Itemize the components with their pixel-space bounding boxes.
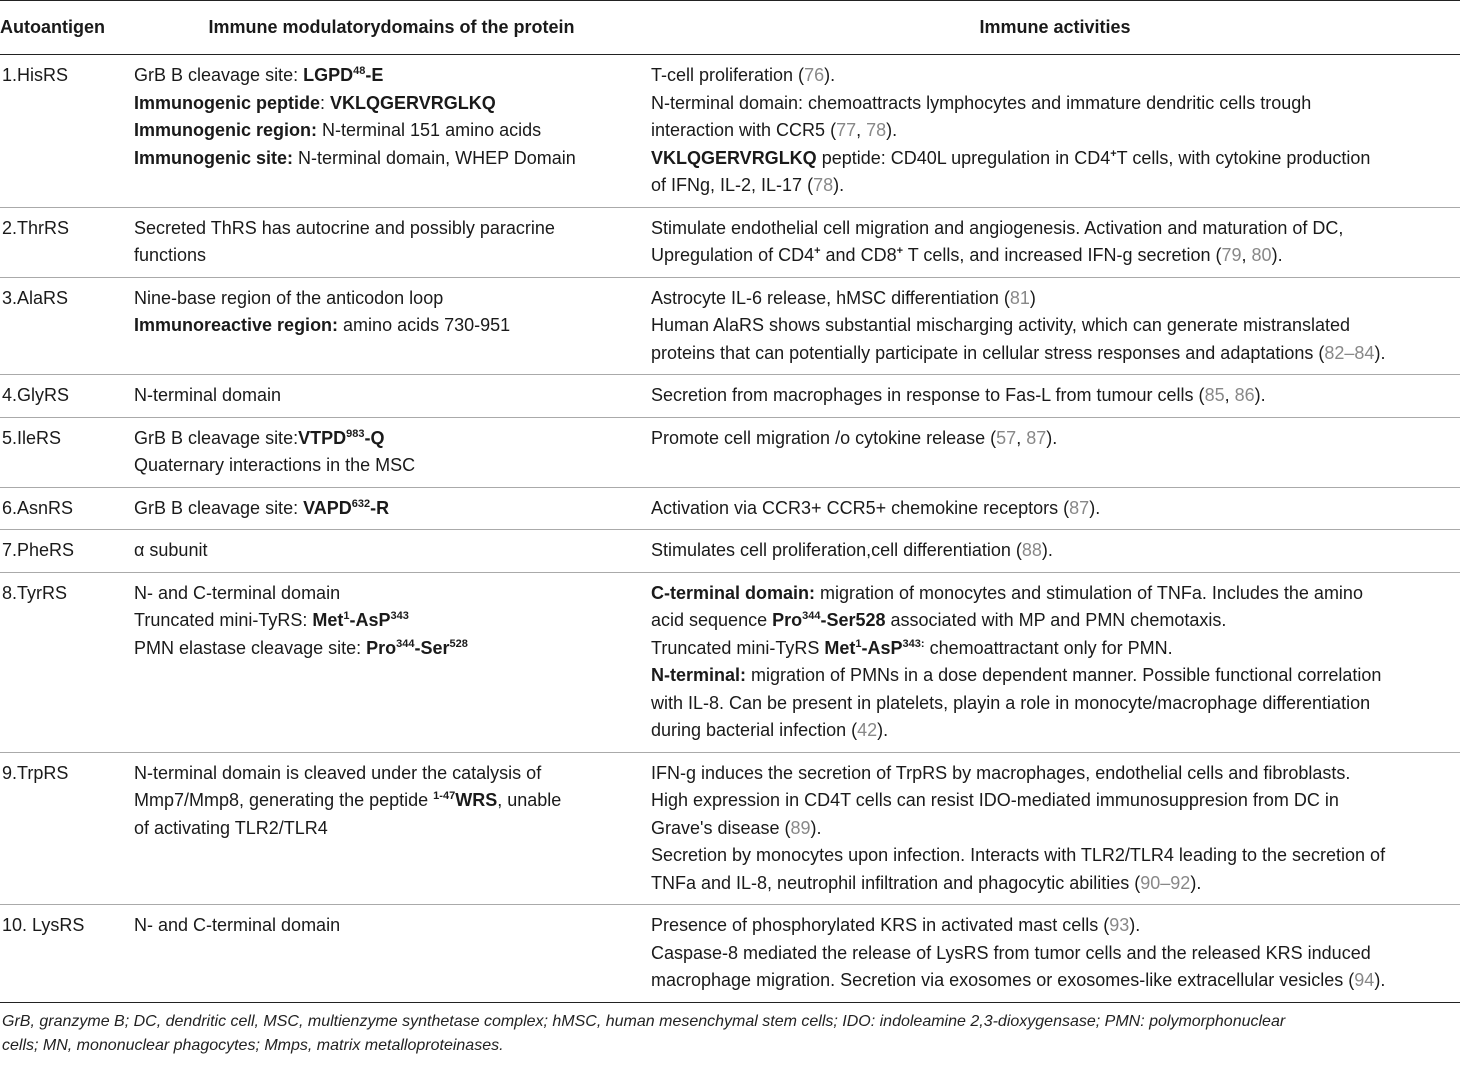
table-row xyxy=(0,55,1460,208)
reference-link[interactable]: 89 xyxy=(790,817,811,838)
autoantigen-name: 6.AsnRS xyxy=(0,487,133,530)
reference-link[interactable]: 88 xyxy=(1021,540,1042,560)
table-row xyxy=(0,487,1460,530)
header-autoantigen: Autoantigen xyxy=(0,1,133,55)
activity-cell: IFN-g induces the secretion of TrpRS by macrophages, endothelial cells and fibroblasts. High expression in CD4T cells can resist IDO-mediated immunosuppresion from DC in Grave's disease (89). Secretion by monocytes upon infection. Interacts with TLR2/TLR4 leading to the secretion of TNFa and IL-8, neutrophil infiltration and phagocytic abilities (90–92). xyxy=(650,752,1460,905)
table-row xyxy=(0,417,1460,487)
reference-link[interactable]: 82–84 xyxy=(1324,342,1375,363)
table-row xyxy=(0,572,1460,752)
reference-link[interactable]: 81 xyxy=(1009,287,1030,308)
header-row xyxy=(0,1,1460,55)
domain-cell: GrB B cleavage site: LGPD$^{48}$-E Immunogenic peptide: VKLQGERVRGLKQ Immunogenic region: N-terminal 151 amino acids Immunogenic site: N-terminal domain, WHEP Domain xyxy=(133,55,650,208)
domain-cell: Secreted ThRS has autocrine and possibly paracrine functions xyxy=(133,207,650,277)
reference-link[interactable]: 87 xyxy=(1069,497,1090,518)
reference-link[interactable]: 57 xyxy=(996,427,1017,448)
activity-cell: Stimulate endothelial cell migration and angiogenesis. Activation and maturation of DC, Upregulation of CD4+ and CD8+ T cells, and increased IFN-g secretion (79, 80). xyxy=(650,207,1460,277)
autoantigen-name: 4.GlyRS xyxy=(0,375,133,418)
table-row xyxy=(0,277,1460,375)
footnote-line: cells; MN, mononuclear phagocytes; Mmps, matrix metalloproteinases. xyxy=(2,1036,504,1054)
domain-cell: Nine-base region of the anticodon loop Immunoreactive region: amino acids 730-951 xyxy=(133,277,650,375)
domain-cell: N- and C-terminal domain xyxy=(133,905,650,1003)
reference-link[interactable]: 76 xyxy=(804,65,825,85)
activity-cell: Secretion from macrophages in response to Fas-L from tumour cells (85, 86). xyxy=(650,375,1460,418)
domain-cell: N- and C-terminal domain Truncated mini-TyRS: Met$^1$-AsP$^{343}$ PMN elastase cleavage site: Pro$^{344}$-Ser$^{528}$ xyxy=(133,572,650,752)
activity-cell: Promote cell migration /o cytokine release (57, 87). xyxy=(650,417,1460,487)
table-row xyxy=(0,905,1460,1003)
autoantigen-name: 8.TyrRS xyxy=(0,572,133,752)
table-row xyxy=(0,752,1460,905)
reference-link[interactable]: 90–92 xyxy=(1140,872,1191,893)
autoantigen-name: 5.IleRS xyxy=(0,417,133,487)
activity-cell: Astrocyte IL-6 release, hMSC differentiation (81) Human AlaRS shows substantial mischarging activity, which can generate mistranslated proteins that can potentially participate in cellular stress responses and adaptations (82–84). xyxy=(650,277,1460,375)
autoantigen-name: 2.ThrRS xyxy=(0,207,133,277)
reference-link[interactable]: 93 xyxy=(1109,915,1130,935)
header-domains: Immune modulatorydomains of the protein xyxy=(133,1,650,55)
activity-cell: Stimulates cell proliferation,cell differentiation (88). xyxy=(650,530,1460,573)
activity-cell: Activation via CCR3+ CCR5+ chemokine receptors (87). xyxy=(650,487,1460,530)
table-footnote xyxy=(0,1003,1460,1058)
table-row xyxy=(0,207,1460,277)
reference-link[interactable]: 80 xyxy=(1251,245,1272,265)
reference-link[interactable]: 85 xyxy=(1204,385,1225,405)
autoantigen-name: 10. LysRS xyxy=(0,905,133,1003)
autoantigen-name: 3.AlaRS xyxy=(0,277,133,375)
autoantigen-name: 9.TrpRS xyxy=(0,752,133,905)
autoantigen-name: 7.PheRS xyxy=(0,530,133,573)
domain-cell: α subunit xyxy=(133,530,650,573)
table-row xyxy=(0,530,1460,573)
footnote-line: GrB, granzyme B; DC, dendritic cell, MSC, multienzyme synthetase complex; hMSC, human mesenchymal stem cells; IDO: indoleamine 2,3-dioxygensase; PMN: polymorphonuclear xyxy=(2,1012,1286,1030)
reference-link[interactable]: 87 xyxy=(1026,427,1047,448)
activity-cell: C-terminal domain: migration of monocytes and stimulation of TNFa. Includes the amino acid sequence Pro$^{344}$-Ser528 associated with MP and PMN chemotaxis. Truncated mini-TyRS Met$^1$-AsP$^{343:}$ chemoattractant only for PMN. N-terminal: migration of PMNs in a dose dependent manner. Possible functional correlation with IL-8. Can be present in platelets, playin a role in monocyte/macrophage differentiation during bacterial infection (42). xyxy=(650,572,1460,752)
header-activities: Immune activities xyxy=(650,1,1460,55)
autoantigen-name: 1.HisRS xyxy=(0,55,133,208)
domain-cell: GrB B cleavage site:VTPD$^{983}$-Q Quaternary interactions in the MSC xyxy=(133,417,650,487)
reference-link[interactable]: 94 xyxy=(1354,970,1375,990)
reference-link[interactable]: 86 xyxy=(1234,385,1255,405)
table-row xyxy=(0,375,1460,418)
reference-link[interactable]: 79 xyxy=(1221,245,1242,265)
reference-link[interactable]: 78 xyxy=(813,175,834,195)
domain-cell: N-terminal domain xyxy=(133,375,650,418)
domain-cell: N-terminal domain is cleaved under the catalysis of Mmp7/Mmp8, generating the peptide $^{1-47}$WRS, unable of activating TLR2/TLR4 xyxy=(133,752,650,905)
activity-cell: Presence of phosphorylated KRS in activated mast cells (93). Caspase-8 mediated the release of LysRS from tumor cells and the released KRS induced macrophage migration. Secretion via exosomes or exosomes-like extracellular vesicles (94). xyxy=(650,905,1460,1003)
activity-cell: T-cell proliferation (76). N-terminal domain: chemoattracts lymphocytes and immature dendritic cells trough interaction with CCR5 (77, 78). VKLQGERVRGLKQ peptide: CD40L upregulation in CD4+T cells, with cytokine production of IFNg, IL-2, IL-17 (78). xyxy=(650,55,1460,208)
reference-link[interactable]: 77 xyxy=(836,120,857,140)
reference-link[interactable]: 42 xyxy=(857,720,878,740)
domain-cell: GrB B cleavage site: VAPD$^{632}$-R xyxy=(133,487,650,530)
reference-link[interactable]: 78 xyxy=(866,120,887,140)
